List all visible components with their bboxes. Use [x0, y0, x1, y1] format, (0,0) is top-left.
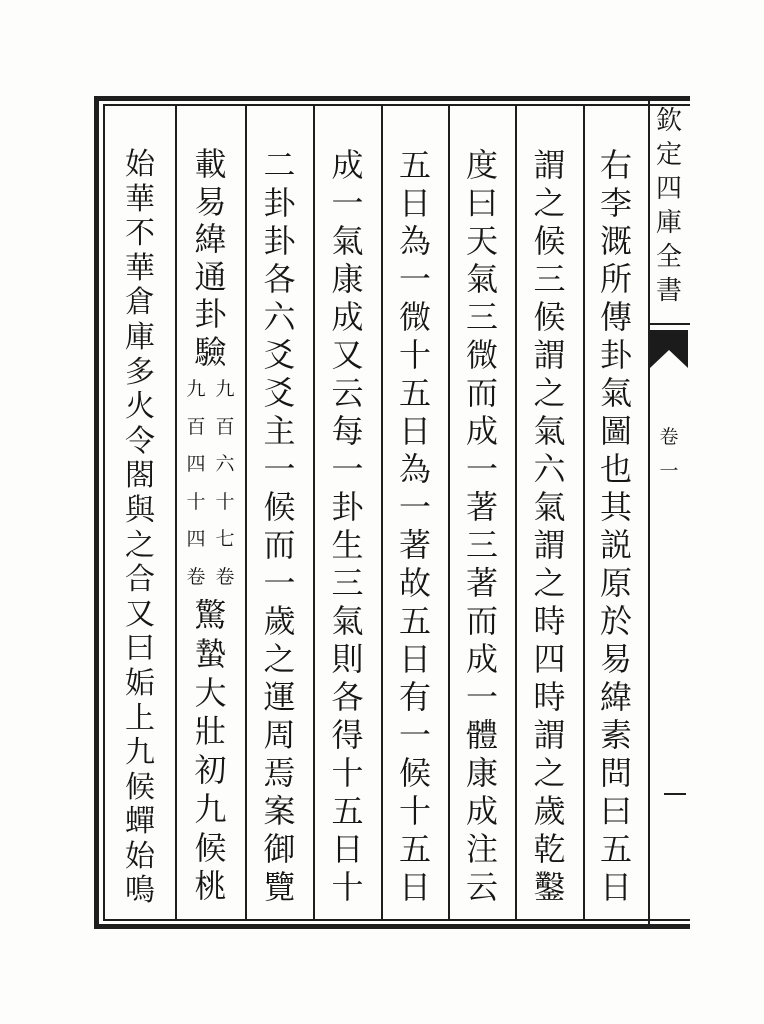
glyph: 卦	[263, 222, 296, 260]
glyph: 微	[465, 336, 498, 374]
glyph: 成	[465, 792, 498, 830]
glyph: 之	[533, 374, 566, 412]
glyph: 十	[215, 490, 235, 513]
glyph: 鳴	[125, 873, 155, 909]
glyph: 四	[533, 640, 566, 678]
glyph: 始	[125, 147, 155, 182]
glyph: 注	[465, 830, 498, 868]
glyph: 全	[655, 242, 682, 272]
glyph: 之	[263, 640, 296, 678]
glyph: 六	[533, 450, 566, 488]
glyph: 素	[599, 716, 632, 754]
glyph: 九	[215, 378, 235, 400]
glyph: 候	[263, 488, 296, 526]
glyph: 也	[599, 450, 632, 488]
glyph: 五	[398, 374, 431, 412]
glyph: 原	[599, 564, 632, 602]
glyph: 四	[655, 174, 682, 204]
annotation-left-line	[184, 371, 208, 596]
glyph: 卦	[331, 488, 364, 526]
glyph: 日	[398, 184, 431, 222]
glyph: 五	[599, 830, 632, 868]
glyph: 謂	[533, 716, 566, 754]
glyph: 又	[125, 596, 155, 632]
glyph: 載	[194, 145, 227, 183]
glyph: 微	[398, 298, 431, 336]
glyph: 氣	[533, 412, 566, 450]
glyph: 著	[465, 488, 498, 526]
glyph: 通	[194, 257, 227, 296]
glyph: 謂	[533, 336, 566, 374]
glyph: 一	[465, 678, 498, 716]
glyph: 令	[125, 423, 155, 459]
glyph: 康	[465, 754, 498, 792]
glyph: 百	[215, 415, 235, 438]
glyph: 火	[125, 389, 155, 425]
glyph: 驗	[194, 332, 227, 371]
glyph: 為	[398, 222, 431, 260]
glyph: 云	[331, 374, 364, 412]
glyph: 易	[599, 640, 632, 678]
glyph: 氣	[465, 260, 498, 298]
glyph: 卦	[194, 295, 227, 333]
text-column-1	[584, 146, 648, 906]
text-column-7-before-note	[176, 146, 245, 371]
glyph: 則	[331, 640, 364, 678]
glyph: 一	[398, 260, 431, 298]
glyph: 案	[263, 792, 296, 830]
glyph: 乾	[533, 830, 566, 868]
glyph: 之	[533, 754, 566, 792]
glyph: 五	[398, 602, 431, 640]
glyph: 圖	[599, 412, 632, 450]
margin-tick	[664, 793, 686, 795]
glyph: 五	[331, 792, 364, 830]
glyph: 覽	[263, 868, 296, 906]
glyph: 二	[263, 146, 296, 184]
glyph: 歲	[533, 792, 566, 830]
glyph: 右	[599, 146, 632, 184]
glyph: 候	[125, 769, 155, 805]
glyph: 時	[533, 602, 566, 640]
glyph: 各	[263, 260, 296, 298]
glyph: 一	[263, 450, 296, 488]
glyph: 候	[533, 298, 566, 336]
glyph: 候	[533, 222, 566, 260]
glyph: 成	[465, 412, 498, 450]
glyph: 易	[194, 182, 227, 221]
glyph: 李	[599, 184, 632, 222]
glyph: 十	[398, 336, 431, 374]
glyph: 爻	[263, 336, 296, 374]
glyph: 三	[465, 526, 498, 564]
glyph: 體	[465, 716, 498, 754]
glyph: 日	[398, 640, 431, 678]
glyph: 九	[194, 789, 227, 828]
glyph: 為	[398, 450, 431, 488]
glyph: 天	[465, 222, 498, 260]
juan-number	[650, 420, 688, 488]
glyph: 一	[263, 564, 296, 602]
glyph: 康	[331, 260, 364, 298]
glyph: 十	[331, 868, 364, 906]
glyph: 庫	[655, 208, 682, 238]
glyph: 其	[599, 488, 632, 526]
glyph: 日	[599, 868, 632, 906]
glyph: 氣	[331, 602, 364, 640]
glyph: 氣	[331, 222, 364, 260]
glyph: 大	[194, 673, 227, 712]
glyph: 生	[331, 526, 364, 564]
glyph: 十	[398, 792, 431, 830]
glyph: 説	[599, 526, 632, 564]
glyph: 候	[398, 754, 431, 792]
interlinear-annotation	[176, 371, 246, 596]
glyph: 又	[331, 336, 364, 374]
glyph: 十	[331, 754, 364, 792]
glyph: 成	[465, 640, 498, 678]
text-column-6	[246, 146, 313, 906]
glyph: 姤	[125, 665, 155, 701]
frame-bottom-thick	[94, 924, 690, 929]
glyph: 成	[331, 298, 364, 336]
glyph: 四	[186, 528, 206, 550]
glyph: 溉	[599, 222, 632, 260]
glyph: 華	[125, 250, 155, 286]
frame-top-thick	[94, 96, 690, 101]
glyph: 候	[194, 828, 227, 867]
glyph: 初	[194, 751, 227, 789]
text-column-2	[516, 146, 583, 906]
glyph: 蟬	[125, 804, 155, 840]
glyph: 之	[533, 564, 566, 602]
glyph: 欽	[655, 106, 682, 136]
text-column-3	[449, 146, 515, 906]
glyph: 日	[331, 830, 364, 868]
glyph: 於	[599, 602, 632, 640]
glyph: 著	[398, 526, 431, 564]
glyph: 百	[186, 415, 206, 438]
glyph: 庫	[125, 319, 155, 355]
glyph: 六	[215, 453, 235, 475]
text-column-8	[105, 148, 175, 909]
glyph: 各	[331, 678, 364, 716]
glyph: 鑿	[533, 868, 566, 906]
glyph: 氣	[599, 374, 632, 412]
glyph: 歲	[263, 602, 296, 640]
text-column-7-after-note	[176, 596, 245, 906]
glyph: 周	[263, 716, 296, 754]
glyph: 傳	[599, 298, 632, 336]
glyph: 華	[125, 181, 155, 217]
glyph: 著	[465, 564, 498, 602]
glyph: 而	[465, 374, 498, 412]
glyph: 四	[186, 453, 206, 475]
glyph: 卦	[599, 336, 632, 374]
glyph: 閤	[125, 458, 155, 494]
annotation-right-line	[213, 371, 237, 596]
glyph: 卦	[263, 184, 296, 222]
glyph: 卷	[659, 426, 679, 448]
glyph: 云	[465, 868, 498, 906]
book-title	[650, 104, 688, 308]
glyph: 問	[599, 754, 632, 792]
glyph: 所	[599, 260, 632, 298]
glyph: 一	[659, 460, 679, 482]
glyph: 曰	[465, 184, 498, 222]
glyph: 三	[331, 564, 364, 602]
glyph: 三	[465, 298, 498, 336]
glyph: 倉	[125, 285, 155, 321]
glyph: 之	[125, 527, 155, 563]
glyph: 日	[398, 868, 431, 906]
glyph: 卷	[186, 565, 206, 588]
glyph: 曰	[125, 631, 155, 667]
glyph: 蟄	[194, 634, 227, 673]
frame-top-thin	[103, 104, 690, 106]
glyph: 一	[331, 450, 364, 488]
text-column-5	[314, 146, 381, 906]
text-column-7	[176, 146, 245, 906]
glyph: 六	[263, 298, 296, 336]
glyph: 七	[215, 528, 235, 550]
glyph: 五	[398, 830, 431, 868]
glyph: 驚	[194, 596, 227, 634]
glyph: 一	[398, 488, 431, 526]
glyph: 而	[465, 602, 498, 640]
glyph: 始	[125, 838, 155, 874]
glyph: 定	[655, 140, 682, 170]
glyph: 九	[125, 735, 155, 771]
glyph: 成	[331, 146, 364, 184]
glyph: 緯	[599, 678, 632, 716]
glyph: 卷	[215, 565, 235, 588]
glyph: 書	[655, 276, 682, 306]
glyph: 而	[263, 526, 296, 564]
glyph: 主	[263, 412, 296, 450]
glyph: 之	[533, 184, 566, 222]
glyph: 十	[186, 490, 206, 513]
glyph: 一	[331, 184, 364, 222]
glyph: 與	[125, 492, 155, 528]
glyph: 謂	[533, 146, 566, 184]
glyph: 謂	[533, 526, 566, 564]
glyph: 合	[125, 562, 155, 598]
glyph: 時	[533, 678, 566, 716]
frame-bottom-thin	[103, 919, 690, 921]
glyph: 桃	[194, 867, 227, 906]
glyph: 運	[263, 678, 296, 716]
glyph: 上	[125, 700, 155, 736]
glyph: 九	[186, 378, 206, 400]
glyph: 氣	[533, 488, 566, 526]
glyph: 得	[331, 716, 364, 754]
glyph: 多	[125, 354, 155, 390]
glyph: 御	[263, 830, 296, 868]
glyph: 日	[398, 412, 431, 450]
glyph: 一	[398, 716, 431, 754]
glyph: 有	[398, 678, 431, 716]
glyph: 三	[533, 260, 566, 298]
glyph: 故	[398, 564, 431, 602]
glyph: 曰	[599, 792, 632, 830]
glyph: 不	[125, 216, 155, 252]
fish-tail-mark	[648, 320, 690, 374]
glyph: 度	[465, 146, 498, 184]
glyph: 爻	[263, 374, 296, 412]
text-column-4	[382, 146, 448, 906]
glyph: 焉	[263, 754, 296, 792]
frame-left-thick	[94, 96, 99, 929]
glyph: 一	[465, 450, 498, 488]
glyph: 每	[331, 412, 364, 450]
glyph: 壯	[194, 712, 227, 751]
glyph: 緯	[194, 220, 227, 258]
glyph: 五	[398, 146, 431, 184]
